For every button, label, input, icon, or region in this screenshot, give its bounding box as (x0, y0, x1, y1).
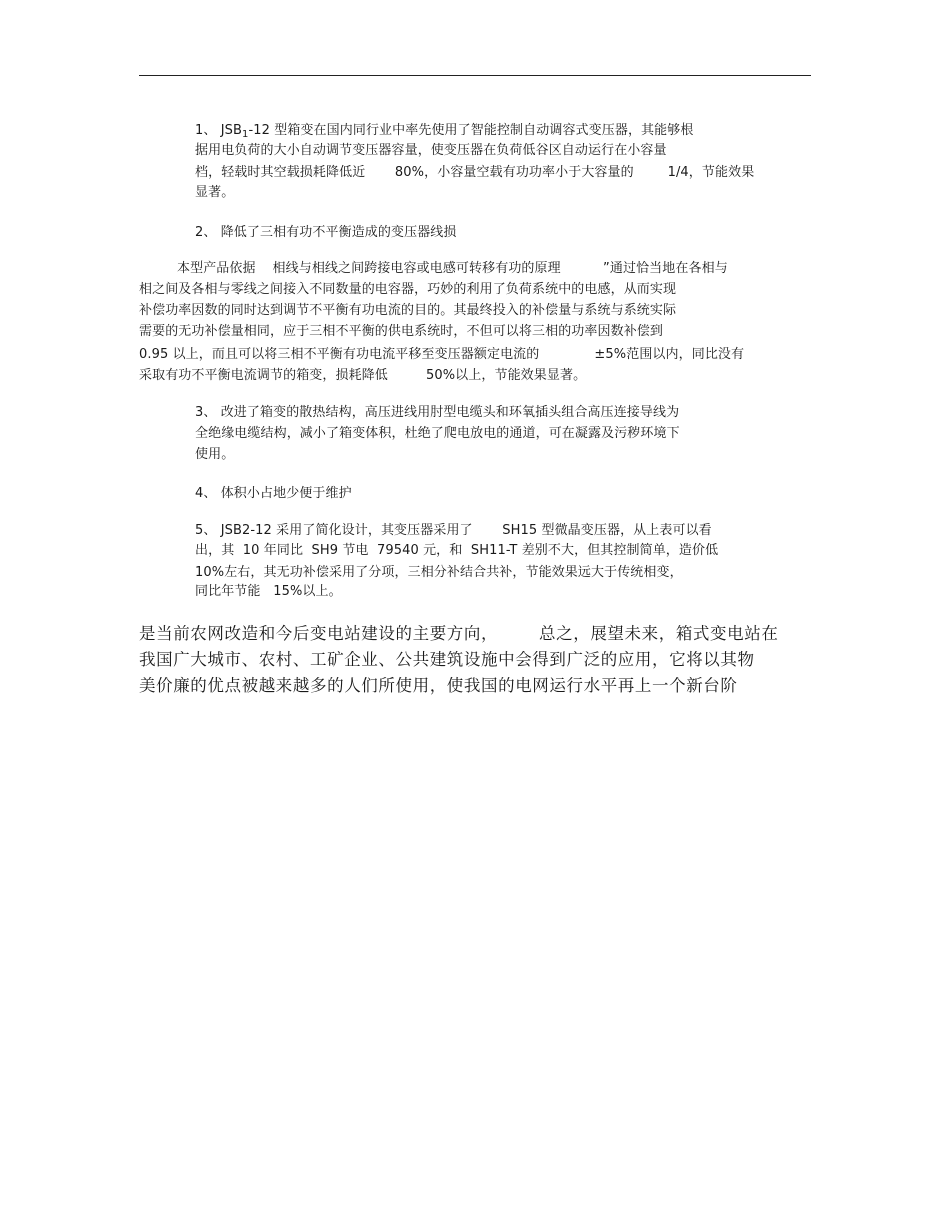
para-line3: 补偿功率因数的同时达到调节不平衡有功电流的目的。其最终投入的补偿量与系统与系统实际 (139, 303, 677, 318)
para-line5: 0.95 以上，而且可以将三相不平衡有功电流平移至变压器额定电流的 ±5%范围以内，同比没有 (139, 347, 745, 362)
para-line4: 需要的无功补偿量相同，应于三相不平衡的供电系统时，不但可以将三相的功率因数补偿到 (139, 324, 664, 339)
item3-line1: 3、 改进了箱变的散热结构，高压进线用肘型电缆头和环氧插头组合高压连接导线为 (195, 405, 680, 420)
item1-line2: 据用电负荷的大小自动调节变压器容量，使变压器在负荷低谷区自动运行在小容量 (195, 143, 667, 158)
item5-line3: 10%左右，其无功补偿采用了分项，三相分补结合共补，节能效果远大于传统相变， (195, 565, 683, 580)
conclusion-line1: 是当前农网改造和今后变电站建设的主要方向， 总之，展望未来，箱式变电站在 (139, 624, 779, 643)
item5-line2: 出，其 10 年同比 SH9 节电 79540 元，和 SH11-T 差别不大，但其控制简单，造价低 (195, 543, 719, 558)
item2-heading: 2、 降低了三相有功不平衡造成的变压器线损 (195, 225, 457, 240)
para-line6: 采取有功不平衡电流调节的箱变，损耗降低 50%以上，节能效果显著。 (139, 368, 587, 383)
conclusion-line2: 我国广大城市、农村、工矿企业、公共建筑设施中会得到广泛的应用，它将以其物 (139, 650, 755, 669)
item1-line3: 档，轻载时其空载损耗降低近 80%，小容量空载有功功率小于大容量的 1/4，节能效果 (195, 165, 755, 180)
item4-heading: 4、 体积小占地少便于维护 (195, 486, 352, 501)
item5-line1: 5、 JSB2-12 采用了简化设计，其变压器采用了 SH15 型微晶变压器，从上表可以看 (195, 523, 712, 538)
header-rule (139, 75, 811, 76)
item1-line1: 1、 $JSB_1-12$ 型箱变在国内同行业中率先使用了智能控制自动调容式变压器，其能够根 (195, 123, 694, 140)
para-line1: 本型产品依据 相线与相线之间跨接电容或电感可转移有功的原理 ”通过恰当地在各相与 (177, 261, 728, 276)
item3-line3: 使用。 (195, 447, 235, 462)
conclusion-line3: 美价廉的优点被越来越多的人们所使用，使我国的电网运行水平再上一个新台阶 (139, 676, 738, 695)
item5-line4: 同比年节能 15%以上。 (195, 584, 342, 599)
item1-line4: 显著。 (195, 185, 235, 200)
item3-line2: 全绝缘电缆结构，减小了箱变体积，杜绝了爬电放电的通道，可在凝露及污秽环境下 (195, 426, 680, 441)
para-line2: 相之间及各相与零线之间接入不同数量的电容器，巧妙的利用了负荷系统中的电感，从而实现 (139, 282, 677, 297)
